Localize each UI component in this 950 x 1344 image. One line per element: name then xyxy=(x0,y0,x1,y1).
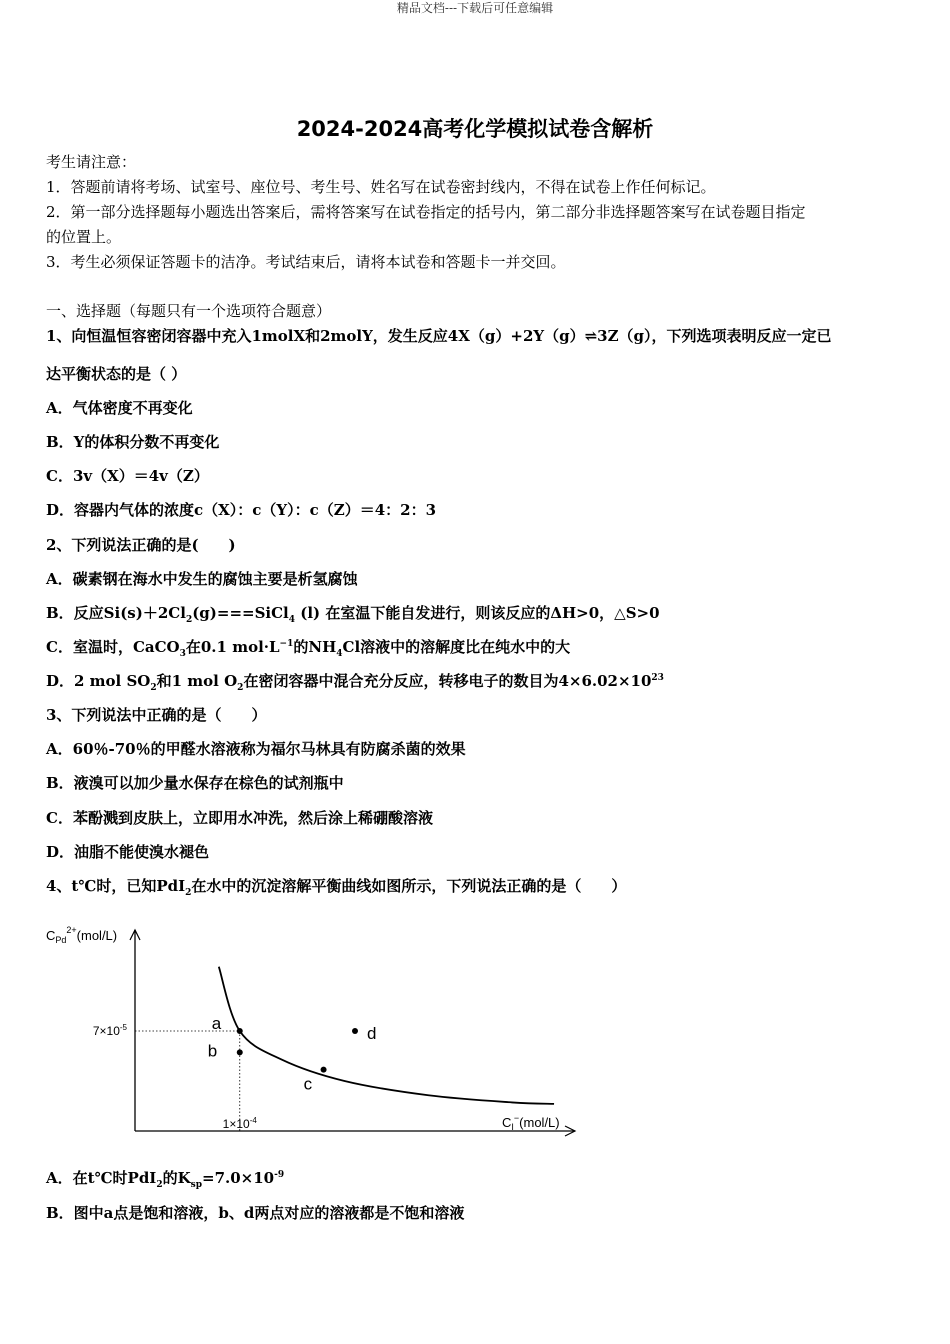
q3-option-b: B．液溴可以加少量水保存在棕色的试剂瓶中 xyxy=(46,774,344,792)
q2-option-b xyxy=(46,603,906,623)
equilibrium-curve xyxy=(219,967,554,1104)
q4-a-text-1: A．在t℃时PdI xyxy=(46,1169,157,1187)
q2-option-c xyxy=(46,637,906,657)
point-b xyxy=(237,1049,243,1055)
point-label-b: b xyxy=(207,1041,218,1061)
q4-a-text-3: =7.0×10 xyxy=(202,1169,275,1187)
q4-a-sup-1: -9 xyxy=(274,1170,285,1180)
q2-c-sub-2: 4 xyxy=(336,649,343,659)
q2-d-text-1: D．2 mol SO xyxy=(46,672,151,690)
notice-item-2-cont: 的位置上。 xyxy=(46,228,122,246)
q4-option-a xyxy=(46,1168,906,1188)
q2-d-sub-1: 2 xyxy=(150,683,157,693)
q1-stem-cont: 达平衡状态的是（ ） xyxy=(46,365,187,383)
point-c xyxy=(321,1067,327,1073)
page-title: 2024-2024高考化学模拟试卷含解析 xyxy=(296,117,654,141)
q2-c-text-4: Cl溶液中的溶解度比在纯水中的大 xyxy=(342,638,571,656)
y-axis-label: $C_{Pd}^{2+}(mol/L)$ xyxy=(46,925,118,945)
x-tick-label: $1\times 10^{-4}$ xyxy=(222,1116,257,1131)
x-axis-label: $C_I^-(mol/L)$ xyxy=(502,1113,560,1132)
q2-option-d xyxy=(46,671,906,691)
q3-option-c: C．苯酚溅到皮肤上，立即用水冲洗，然后涂上稀硼酸溶液 xyxy=(46,809,433,827)
q2-b-sub-2: 4 xyxy=(288,615,296,625)
q2-c-text-2: 在0.1 mol·L xyxy=(185,638,280,656)
q1-option-d: D．容器内气体的浓度c（X）：c（Y）：c（Z）＝4：2：3 xyxy=(46,501,437,519)
q1-option-b: B．Y的体积分数不再变化 xyxy=(46,433,220,451)
solubility-chart xyxy=(40,918,580,1143)
q4-a-sub-1: 2 xyxy=(156,1180,163,1190)
q4-a-sub-2: sp xyxy=(190,1180,203,1190)
q4-stem xyxy=(46,876,906,896)
q2-option-a: A．碳素钢在海水中发生的腐蚀主要是析氢腐蚀 xyxy=(46,570,358,588)
q2-c-sup-1: −1 xyxy=(279,639,294,649)
q2-c-text-3: 的NH xyxy=(293,638,337,656)
q2-b-text-3: (l) 在室温下能自发进行，则该反应的ΔH>0，△S>0 xyxy=(295,604,660,622)
q4-stem-sub-1: 2 xyxy=(185,888,192,898)
q2-d-text-2: 和1 mol O xyxy=(156,672,238,690)
point-a xyxy=(237,1028,243,1034)
q2-b-text-2: (g)===SiCl xyxy=(192,604,289,622)
point-label-c: c xyxy=(303,1074,313,1094)
q4-a-text-2: 的K xyxy=(162,1169,191,1187)
q2-d-text-3: 在密闭容器中混合充分反应，转移电子的数目为4×6.02×10 xyxy=(243,672,652,690)
q4-option-b: B．图中a点是饱和溶液，b、d两点对应的溶液都是不饱和溶液 xyxy=(46,1204,465,1222)
q1-option-c: C．3v（X）＝4v（Z） xyxy=(46,467,209,485)
notice-item-3: 3．考生必须保证答题卡的洁净。考试结束后，请将本试卷和答题卡一并交回。 xyxy=(46,253,566,271)
q2-stem: 2、下列说法正确的是( ) xyxy=(46,536,236,554)
q2-b-sub-1: 2 xyxy=(185,615,193,625)
q2-d-sup-1: 23 xyxy=(651,673,664,683)
notice-item-2: 2．第一部分选择题每小题选出答案后，需将答案写在试卷指定的括号内，第二部分非选择题答案写在试卷题目指定 xyxy=(46,203,806,221)
q3-stem: 3、下列说法中正确的是（ ） xyxy=(46,706,267,724)
notice-item-1: 1．答题前请将考场、试室号、座位号、考生号、姓名写在试卷密封线内，不得在试卷上作任何标记。 xyxy=(46,178,716,196)
q2-d-sub-2: 2 xyxy=(237,683,244,693)
q4-stem-text-2: 在水中的沉淀溶解平衡曲线如图所示，下列说法正确的是（ ） xyxy=(191,877,627,895)
q2-c-sub-1: 3 xyxy=(179,649,186,659)
q2-c-text-1: C．室温时，CaCO xyxy=(46,638,180,656)
q1-option-a: A．气体密度不再变化 xyxy=(46,399,193,417)
y-tick-label: $7\times 10^{-5}$ xyxy=(92,1023,127,1038)
q3-option-d: D．油脂不能使溴水褪色 xyxy=(46,843,210,861)
q4-stem-text-1: 4、t℃时，已知PdI xyxy=(46,877,186,895)
header-watermark: 精品文档---下载后可任意编辑 xyxy=(396,1,554,15)
point-label-a: a xyxy=(211,1014,222,1033)
notice-heading: 考生请注意： xyxy=(46,153,137,171)
point-d xyxy=(352,1028,358,1034)
q1-stem: 1、向恒温恒容密闭容器中充入1molX和2molY，发生反应4X（g）+2Y（g）⇌3Z（g），下列选项表明反应一定已 xyxy=(46,327,832,345)
q2-b-text-1: B．反应Si(s)＋2Cl xyxy=(46,604,186,622)
q3-option-a: A．60％-70％的甲醛水溶液称为福尔马林具有防腐杀菌的效果 xyxy=(46,740,466,758)
point-label-d: d xyxy=(367,1024,377,1043)
section-heading: 一、选择题（每题只有一个选项符合题意） xyxy=(46,302,332,320)
